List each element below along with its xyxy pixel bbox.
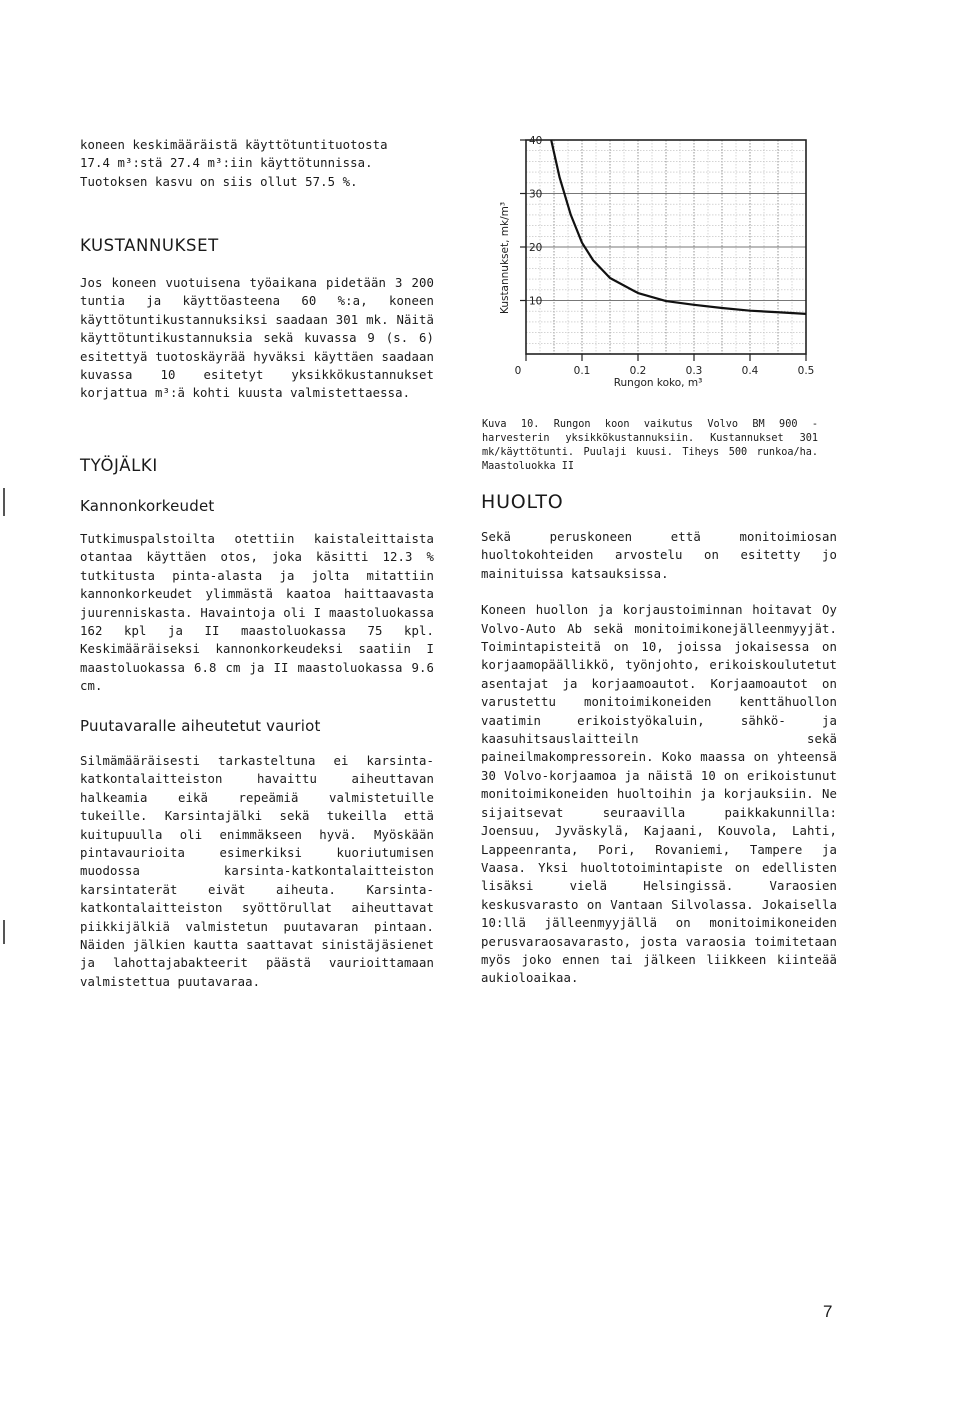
top-line: 17.4 m³:stä 27.4 m³:iin käyttötunnissa.	[80, 156, 373, 171]
top-text	[80, 136, 460, 191]
page-number: 7	[823, 1302, 833, 1321]
chart-grid	[526, 140, 806, 354]
x-tick-label: 0.2	[629, 365, 647, 377]
x-axis-label: Rungon koko, m³	[613, 377, 703, 389]
y-tick-label: 30	[529, 188, 543, 201]
y-tick-label: 10	[529, 295, 543, 308]
y-tick-label: 40	[529, 135, 543, 147]
cost-chart	[478, 128, 838, 398]
paragraph-kustannukset: Jos koneen vuotuisena työaikana pidetään 3 200 tuntia ja käyttöasteena 60 %:a, koneen käyttötuntikustannuksiksi saadaan 301 mk. Näitä käyttötuntikustannuksia sekä kuvassa 9 (s. 6) esitettyä tuotoskäyrää hyväksi käyttäen saadaan kuvassa 10 esitetyt yksikkökustannukset korjattua m³:ä kohti kuusta valmistettaessa.	[80, 276, 434, 401]
paragraph-huolto-2: Koneen huollon ja korjaustoiminnan hoitavat Oy Volvo-Auto Ab sekä monitoimikonejälleenmyyjät. Toimintapisteitä on 10, joissa jokaisessa on korjaamopäällikkö, työnjohto, erikoiskoulutetut asentajat ja korjaamoautot. Korjaamoautot on varustettu monitoimikoneiden kenttähuollon vaatimin erikoistyökaluin, sähkö- ja kaasuhitsauslaitteiln sekä paineilmakompressorein. Koko maassa on yhteensä 30 Volvo-korjaamoa ja näistä 10 on erikoistunut monitoimikoneiden huoltoihin ja korjauksiin. Ne sijaitsevat seuraavilla paikkakunnilla: Joensuu, Jyväskylä, Kajaani, Kouvola, Lahti, Lappeenranta, Pori, Rovaniemi, Tampere ja Vaasa. Yksi huoltotoimintapiste on edellisten lisäksi vielä Helsingissä. Varaosien keskusvarasto on Vantaan Silvolassa. Jokaisella 10:llä jälleenmyyjällä on monitoimikoneiden perusvaraosavarasto, josta varaosia toimitetaan myös joko ennen tai jälkeen liikkeen kiinteää aukioloaikaa.	[481, 603, 837, 986]
x-tick-label: 0.3	[685, 365, 703, 377]
margin-mark	[3, 920, 5, 944]
subheading-vauriot: Puutavaralle aiheutetut vauriot	[80, 717, 321, 735]
y-axis-label: Kustannukset, mk/m³	[499, 201, 511, 315]
heading-tyojalki: TYÖJÄLKI	[80, 456, 158, 475]
top-line: Tuotoksen kasvu on siis ollut 57.5 %.	[80, 174, 358, 189]
paragraph-kannonkorkeudet: Tutkimuspalstoilta otettiin kaistaleittaista otantaa käyttäen otos, joka käsitti 12.3 % tutkitusta pinta-alasta ja jolta mitattiin kannonkorkeudet ylimmästä kaatoa haittaavasta juurenniskasta. Havaintoja oli I maastoluokassa 162 kpl ja II maastoluokassa 75 kpl. Keskimääräiseksi kannonkorkeudeksi saatiin I maastoluokassa 6.8 cm ja II maastoluokassa 9.6 cm.	[80, 532, 434, 694]
top-line: koneen keskimääräistä käyttötuntituotosta	[80, 138, 388, 152]
heading-kustannukset: KUSTANNUKSET	[80, 236, 219, 255]
x-tick-label: 0.1	[573, 365, 591, 377]
chart-ticks	[515, 135, 815, 377]
paragraph-huolto-1: Sekä peruskoneen että monitoimiosan huoltokohteiden arvostelu on esitetty jo mainituissa katsauksissa.	[481, 530, 837, 581]
heading-huolto: HUOLTO	[481, 491, 564, 513]
chart-lines	[551, 140, 806, 314]
x-tick-label: 0.5	[797, 365, 815, 377]
margin-mark	[3, 488, 5, 516]
y-tick-label: 20	[529, 242, 543, 254]
huolto-text	[481, 528, 837, 988]
x-tick-label: 0.4	[741, 365, 759, 377]
figure-caption: Kuva 10. Rungon koon vaikutus Volvo BM 900 -harvesterin yksikkökustannuksiin. Kustannukset 301 mk/käyttötunti. Puulaji kuusi. Tiheys 500 runkoa/ha. Maastoluokka II	[482, 419, 818, 472]
paragraph-vauriot: Silmämääräisesti tarkasteltuna ei karsinta-katkontalaitteiston havaittu aiheuttavan halkeamia eikä repeämiä valmistetuille tukeille. Karsintajälki sekä tukeilla että kuitupuulla oli enimmäkseen hyvä. Myöskään pintavaurioita esimerkiksi kuoriutumisen muodossa karsinta-katkontalaitteiston karsintaterät eivät aiheuta. Karsinta-katkontalaitteiston syöttörullat aiheuttavat piikkijälkiä valmistetun puutavaran pintaan. Näiden jälkien kautta saattavat sinistäjäsienet ja lahottajabakteerit päästä vaurioittamaan valmistettua puutavaraa.	[80, 754, 434, 989]
subheading-kannonkorkeudet: Kannonkorkeudet	[80, 497, 215, 515]
series-line-1	[551, 140, 806, 314]
x-tick-label: 0	[514, 365, 522, 377]
